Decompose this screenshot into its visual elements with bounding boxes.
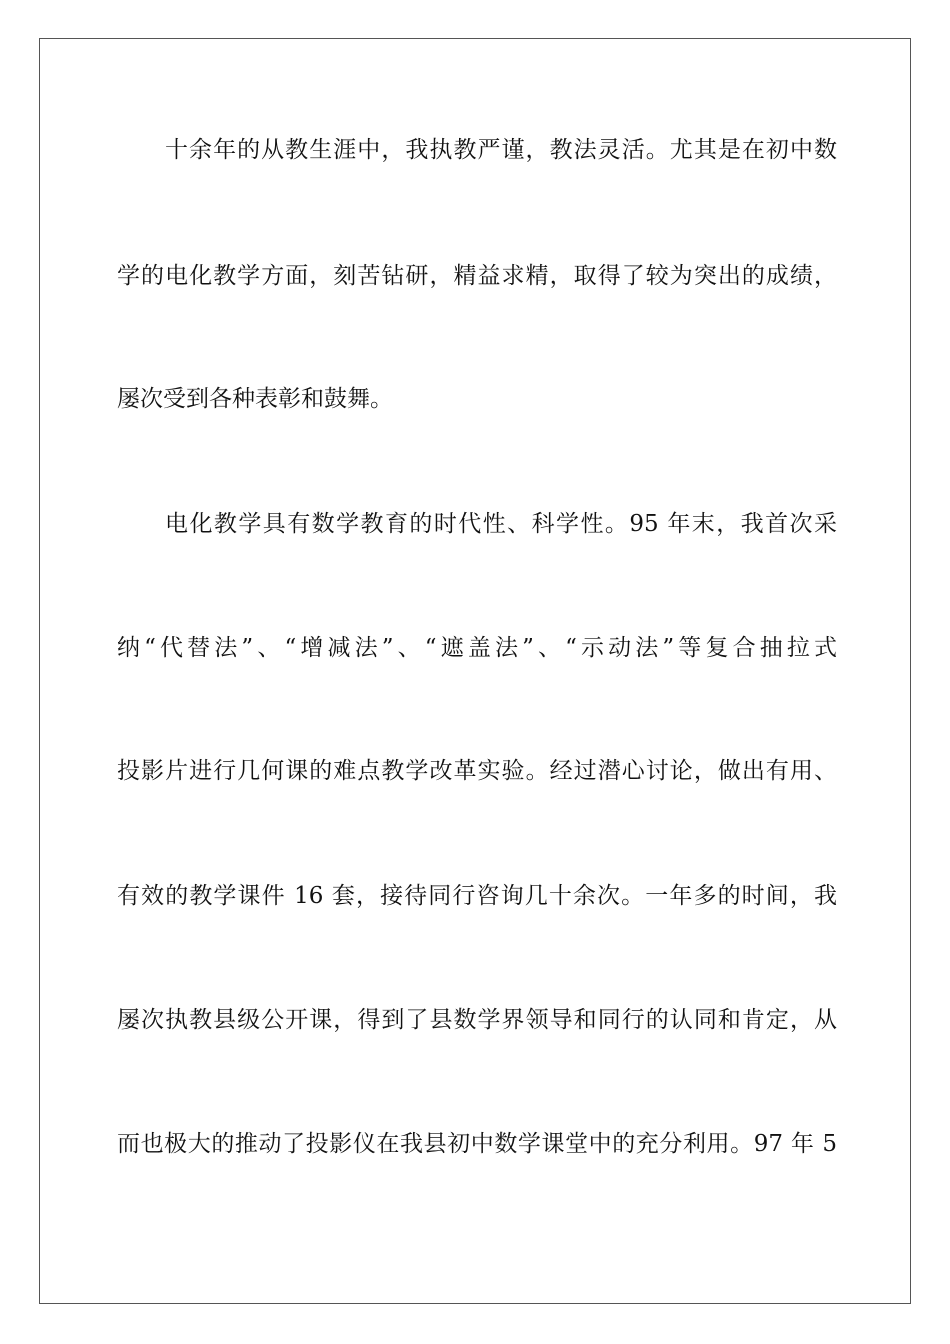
paragraph-2-line-3: 投影片进行几何课的难点教学改革实验。经过潜心讨论，做出有用、 <box>117 758 837 784</box>
paragraph-1-line-2: 学的电化教学方面，刻苦钻研，精益求精，取得了较为突出的成绩， <box>117 263 837 289</box>
paragraph-1-line-1: 十余年的从教生涯中，我执教严谨，教法灵活。尤其是在初中数 <box>165 137 837 163</box>
paragraph-1-line-3: 屡次受到各种表彰和鼓舞。 <box>117 386 393 412</box>
paragraph-2-line-2: 纳“代替法”、“增减法”、“遮盖法”、“示动法”等复合抽拉式 <box>117 635 837 661</box>
paragraph-2-line-1: 电化教学具有数学教育的时代性、科学性。95 年末，我首次采 <box>165 511 837 537</box>
paragraph-2-line-6: 而也极大的推动了投影仪在我县初中数学课堂中的充分利用。97 年 5 <box>117 1131 837 1157</box>
page-border <box>39 38 911 1304</box>
paragraph-2-line-5: 屡次执教县级公开课，得到了县数学界领导和同行的认同和肯定，从 <box>117 1007 837 1033</box>
paragraph-2-line-4: 有效的教学课件 16 套，接待同行咨询几十余次。一年多的时间，我 <box>117 883 837 909</box>
